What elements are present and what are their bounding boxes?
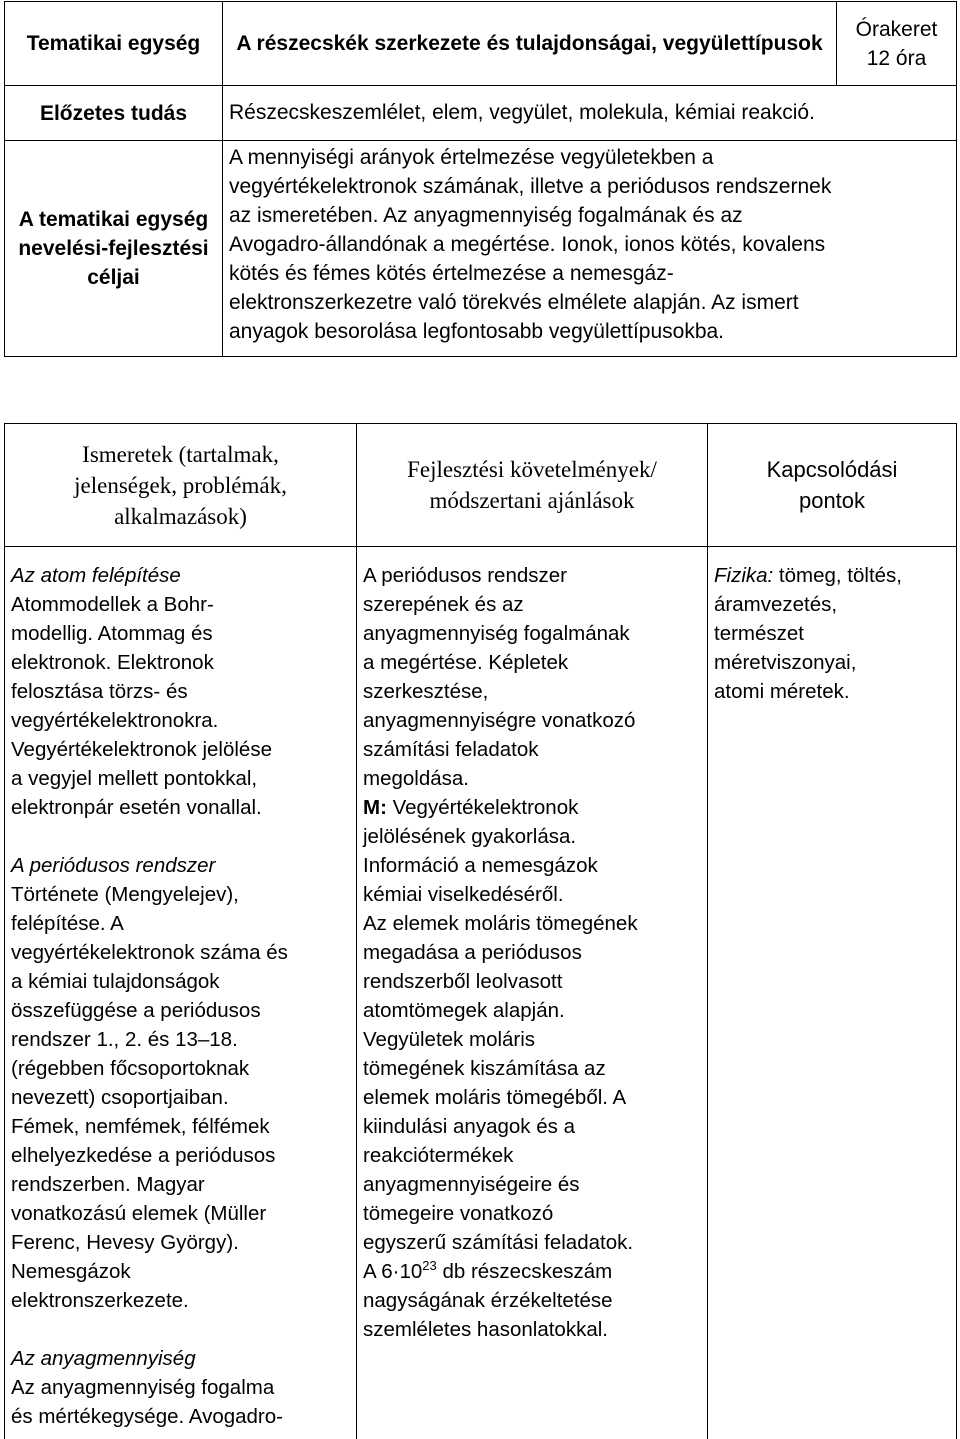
- section-title: A periódusos rendszer: [11, 854, 216, 877]
- text-line: rendszerben. Magyar: [11, 1173, 205, 1196]
- goals-line: A mennyiségi arányok értelmezése vegyületekben a: [229, 146, 714, 169]
- text-line: elektronok. Elektronok: [11, 651, 214, 674]
- text-line: atomi méretek.: [714, 680, 850, 703]
- col-requirements-header: Fejlesztési követelmények/ módszertani ajánlások: [357, 424, 708, 547]
- goals-line: anyagok besorolása legfontosabb vegyülettípusokba.: [229, 320, 725, 343]
- text-line: Vegyületek moláris: [363, 1028, 536, 1051]
- text-line: megadása a periódusos: [363, 941, 582, 964]
- text-line: Nemesgázok: [11, 1260, 131, 1283]
- text-line: kiindulási anyagok és a: [363, 1115, 575, 1138]
- knowledge-cell: [5, 547, 357, 1439]
- text-line: a kémiai tulajdonságok: [11, 970, 220, 993]
- hours-cell: [837, 2, 957, 86]
- text-line: elhelyezkedése a periódusos: [11, 1144, 276, 1167]
- method-text: Vegyértékelektronok: [386, 796, 579, 819]
- connections-cell: [708, 547, 957, 1439]
- text-line: Ferenc, Hevesy György).: [11, 1231, 239, 1254]
- text-line: áramvezetés,: [714, 593, 838, 616]
- hours-value: 12 óra: [866, 46, 927, 70]
- text-line: elektronszerkezete.: [11, 1289, 189, 1312]
- text-line: nevezett) csoportjaiban.: [11, 1086, 229, 1109]
- text-line: vonatkozású elemek (Müller: [11, 1202, 267, 1225]
- text-line: modellig. Atommag és: [11, 622, 213, 645]
- text-line: vegyértékelektronokra.: [11, 709, 219, 732]
- section-title: Az anyagmennyiség: [11, 1347, 196, 1370]
- text-line: rendszer 1., 2. és 13–18.: [11, 1028, 238, 1051]
- col-knowledge-header: Ismeretek (tartalmak, jelenségek, problémák, alkalmazások): [5, 424, 357, 547]
- text-line: elektronpár esetén vonallal.: [11, 796, 262, 819]
- avogadro-line: [363, 1257, 701, 1286]
- text-line: anyagmennyiségre vonatkozó: [363, 709, 636, 732]
- text-line: és mértékegysége. Avogadro-: [11, 1405, 283, 1428]
- text-line: a vegyjel mellett pontokkal,: [11, 767, 258, 790]
- text-line: egyszerű számítási feladatok.: [363, 1231, 634, 1254]
- text-line: kémiai viselkedéséről.: [363, 883, 564, 906]
- method-line: [363, 793, 701, 822]
- avogadro-prefix: A 6·10: [363, 1260, 423, 1283]
- goals-line: vegyértékelektronok számának, illetve a periódusos rendszernek: [229, 175, 832, 198]
- atom-structure-block: [11, 561, 350, 822]
- connections-first-line: [714, 561, 950, 590]
- text-line: reakciótermékek: [363, 1144, 514, 1167]
- requirements-cell: [357, 547, 708, 1439]
- text-line: szerepének és az: [363, 593, 524, 616]
- unit-info-table: [4, 1, 957, 357]
- text-line: Vegyértékelektronok jelölése: [11, 738, 272, 761]
- text-line: természet: [714, 622, 804, 645]
- text-line: a megértése. Képletek: [363, 651, 569, 674]
- hours-label: Órakeret: [855, 17, 938, 41]
- text-line: Az anyagmennyiség fogalma: [11, 1376, 275, 1399]
- text-line: tömegeire vonatkozó: [363, 1202, 554, 1225]
- unit-label: Tematikai egység: [5, 2, 223, 86]
- goals-line: kötés és fémes kötés értelmezése a nemesgáz-: [229, 262, 674, 285]
- text-line: elemek moláris tömegéből. A: [363, 1086, 627, 1109]
- text-line: Információ a nemesgázok: [363, 854, 598, 877]
- text-line: felépítése. A: [11, 912, 124, 935]
- goals-line: Avogadro-állandónak a megértése. Ionok, ionos kötés, kovalens: [229, 233, 826, 256]
- text-line: Az elemek moláris tömegének: [363, 912, 638, 935]
- avogadro-exponent: 23: [422, 1258, 437, 1274]
- text-line: jelölésének gyakorlása.: [363, 825, 577, 848]
- text-line: Története (Mengyelejev),: [11, 883, 239, 906]
- text-line: nagyságának érzékeltetése: [363, 1289, 613, 1312]
- text-line: rendszerből leolvasott: [363, 970, 563, 993]
- subject-text: tömeg, töltés,: [773, 564, 902, 587]
- unit-title: A részecskék szerkezete és tulajdonságai, vegyülettípusok: [223, 2, 837, 86]
- subject-label: Fizika:: [714, 564, 774, 587]
- periodic-table-block: [11, 851, 350, 1315]
- text-line: méretviszonyai,: [714, 651, 857, 674]
- section-title: Az atom felépítése: [11, 564, 181, 587]
- goals-label: A tematikai egység nevelési-fejlesztési céljai: [5, 141, 223, 357]
- text-line: (régebben főcsoportoknak: [11, 1057, 250, 1080]
- text-line: anyagmennyiségeire és: [363, 1173, 580, 1196]
- goals-text: [223, 141, 957, 357]
- goals-line: elektronszerkezetre való törekvés elmélete alapján. Az ismert: [229, 291, 799, 314]
- text-line: atomtömegek alapján.: [363, 999, 565, 1022]
- text-line: Fémek, nemfémek, félfémek: [11, 1115, 270, 1138]
- prior-knowledge-label: Előzetes tudás: [5, 86, 223, 141]
- prior-knowledge-text: Részecskeszemlélet, elem, vegyület, molekula, kémiai reakció.: [223, 86, 957, 141]
- text-line: anyagmennyiség fogalmának: [363, 622, 630, 645]
- text-line: számítási feladatok: [363, 738, 539, 761]
- amount-of-substance-block: [11, 1344, 350, 1431]
- content-table: [4, 423, 957, 1439]
- goals-line: az ismeretében. Az anyagmennyiség fogalmának és az: [229, 204, 743, 227]
- text-line: összefüggése a periódusos: [11, 999, 261, 1022]
- text-line: tömegének kiszámítása az: [363, 1057, 606, 1080]
- text-line: felosztása törzs- és: [11, 680, 188, 703]
- text-line: szemléletes hasonlatokkal.: [363, 1318, 608, 1341]
- text-line: vegyértékelektronok száma és: [11, 941, 288, 964]
- text-line: Atommodellek a Bohr-: [11, 593, 214, 616]
- text-line: megoldása.: [363, 767, 469, 790]
- text-line: A periódusos rendszer: [363, 564, 567, 587]
- avogadro-suffix: db részecskeszám: [436, 1260, 613, 1283]
- col-connections-header: Kapcsolódási pontok: [708, 424, 957, 547]
- text-line: szerkesztése,: [363, 680, 489, 703]
- method-label: M:: [363, 796, 387, 819]
